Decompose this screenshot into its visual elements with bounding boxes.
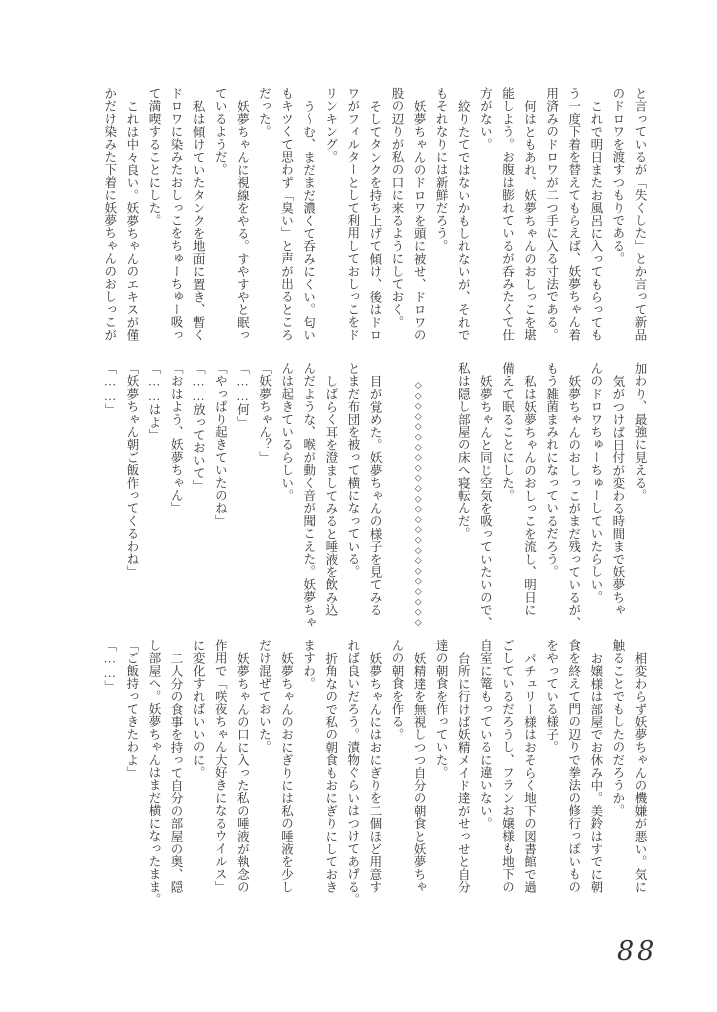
- text-column: 達の朝食を作っていた。: [434, 639, 449, 779]
- text-column: し部屋へ。妖夢ちゃんはまだ横になったまま。: [146, 639, 161, 906]
- text-column: 私は隠し部屋の床へ寝転んだ。: [456, 362, 471, 540]
- text-column: これは中々良い。妖夢ちゃんのエキスが僅: [124, 99, 139, 341]
- text-column: んのドロワちゅーちゅーしていたらしい。: [588, 362, 603, 604]
- text-band-top: [99, 87, 651, 345]
- text-column: しばらく耳を澄ましてみると唾液を飲み込: [323, 374, 338, 616]
- section-divider: ◇◇◇◇◇◇◇◇◇◇◇◇◇◇◇◇◇◇◇◇◇◇◇◇: [414, 381, 425, 629]
- text-column: 食を終えて門の辺りで拳法の修行っぽいもの: [566, 639, 581, 893]
- text-column: 何はともあれ、妖夢ちゃんのおしっこを堪: [522, 99, 537, 341]
- text-column: とまだ布団を被って横になっている。: [345, 362, 360, 578]
- text-column: 「妖夢ちゃん朝ご飯作ってくるわね」: [125, 362, 140, 578]
- text-column: 「……はよ」: [147, 362, 162, 442]
- text-column: 方がない。: [478, 87, 493, 151]
- text-column: かだけ染みた下着に妖夢ちゃんのおしっこが: [102, 87, 117, 341]
- text-column: ドロワに染みたおしっこをちゅーちゅー吸っ: [169, 87, 184, 341]
- text-column: もう雑菌まみれになっているだろう。: [544, 362, 559, 578]
- text-column: んの朝食を作る。: [389, 639, 404, 741]
- text-column: 作用で「咲夜ちゃん大好きになるウイルス」: [213, 639, 228, 893]
- text-column: 妖精達を無視しつつ自分の朝食と妖夢ちゃ: [412, 651, 427, 893]
- text-column: 「……何」: [235, 362, 250, 429]
- text-column: 相変わらず妖夢ちゃんの機嫌が悪い。気に: [633, 651, 647, 893]
- text-column: だった。: [257, 87, 272, 138]
- text-column: もそれなりには新鮮だろう。: [434, 87, 449, 253]
- text-column: そしてタンクを持ち上げて傾け、後はドロ: [367, 99, 382, 341]
- text-column: 「妖夢ちゃん？」: [257, 362, 272, 464]
- text-column: 妖夢ちゃんのおにぎりには私の唾液を少し: [279, 651, 294, 893]
- text-column: う一度下着を替えてもらえば、妖夢ちゃん着: [566, 87, 581, 341]
- text-column: 妖夢ちゃんと同じ空気を吸っていたいので、: [478, 374, 493, 629]
- text-column: 「おはよう、妖夢ちゃん」: [169, 362, 184, 515]
- text-column: う〜む、まだまだ濃くて呑みにくい。匂い: [301, 99, 316, 341]
- page-number: 88: [617, 936, 658, 967]
- text-column: ているようだ。: [213, 87, 228, 176]
- text-column: 「……」: [102, 362, 117, 416]
- text-column: 「やっぱり起きていたのね」: [213, 362, 228, 528]
- text-column: に変化すればいいのに。: [191, 639, 206, 779]
- text-column: もキツくて思わず「臭い」と声が出るところ: [279, 87, 294, 341]
- text-column: 「……」: [102, 639, 117, 693]
- text-column: 妖夢ちゃんのおしっこがまだ残っているが、: [566, 374, 581, 629]
- text-column: て満喫することにした。: [146, 87, 161, 227]
- text-column: ごしているだろうし、フランお嬢様も地下の: [500, 639, 515, 893]
- text-column: 絞りたてではないかもしれないが、それで: [456, 99, 471, 341]
- text-column: 二人分の食事を持って自分の部屋の奥、隠: [169, 651, 184, 893]
- text-column: 「……放っておいて」: [191, 362, 206, 492]
- text-column: んだような、喉が動く音が聞こえた。妖夢ちゃ: [301, 362, 316, 629]
- text-column: 「ご飯持ってきたわよ」: [124, 639, 139, 779]
- text-column: 能しよう。お腹は膨れているが呑みたくて仕: [500, 87, 515, 341]
- text-column: 用済みのドロワが二つ手に入る寸法である。: [544, 87, 559, 341]
- text-column: 気がつけば日付が変わる時間まで妖夢ちゃ: [610, 374, 625, 616]
- text-column: 目が覚めた。妖夢ちゃんの様子を見てみる: [368, 374, 383, 616]
- text-column: だけ混ぜておいた。: [257, 639, 272, 754]
- text-column: 備えて眠ることにした。: [500, 362, 515, 502]
- text-column: パチュリー様はおそらく地下の図書館で過: [522, 651, 537, 893]
- text-column: 股の辺りが私の口に来るようにしておく。: [389, 87, 404, 329]
- text-band-middle: [99, 362, 651, 629]
- text-column: ワがフィルターとして利用しておしっこをド: [345, 87, 360, 341]
- text-band-bottom: [99, 639, 651, 906]
- text-column: お嬢様は部屋でお休み中。美鈴はすでに朝: [588, 651, 603, 893]
- text-column: 妖夢ちゃんの口に入った私の唾液が執念の: [235, 651, 250, 893]
- text-column: リンキング。: [323, 87, 338, 164]
- text-column: 私は傾けていたタンクを地面に置き、暫く: [191, 99, 206, 341]
- text-column: 私は妖夢ちゃんのおしっこを流し、明日に: [522, 374, 537, 616]
- text-column: のドロワを渡すつもりである。: [610, 87, 625, 265]
- text-column: 妖夢ちゃんにはおにぎりを二個ほど用意す: [367, 651, 382, 893]
- text-column: と言っているが「失くした」とか言って新品: [633, 87, 647, 341]
- text-column: 台所に行けば妖精メイド達がせっせと自分: [456, 651, 471, 893]
- text-column: 妖夢ちゃんに視線をやる。すやすやと眠っ: [235, 99, 250, 341]
- text-column: をやっている様子。: [544, 639, 559, 754]
- text-column: 妖夢ちゃんのドロワを頭に被せ、ドロワの: [412, 99, 427, 341]
- text-column: 触ることでもしたのだろうか。: [610, 639, 625, 817]
- text-column: ますわ。: [301, 639, 316, 690]
- text-column: れば良いだろう。漬物ぐらいはつけてあげる。: [345, 639, 360, 906]
- text-column: 折角なので私の朝食もおにぎりにしておき: [323, 651, 338, 893]
- text-column: 自室に篭もっているに違いない。: [478, 639, 493, 830]
- text-column: これで明日またお風呂に入ってもらっても: [588, 99, 603, 341]
- text-column: んは起きているらしい。: [279, 362, 294, 502]
- text-column: 加わり、最強に見える。: [633, 362, 647, 502]
